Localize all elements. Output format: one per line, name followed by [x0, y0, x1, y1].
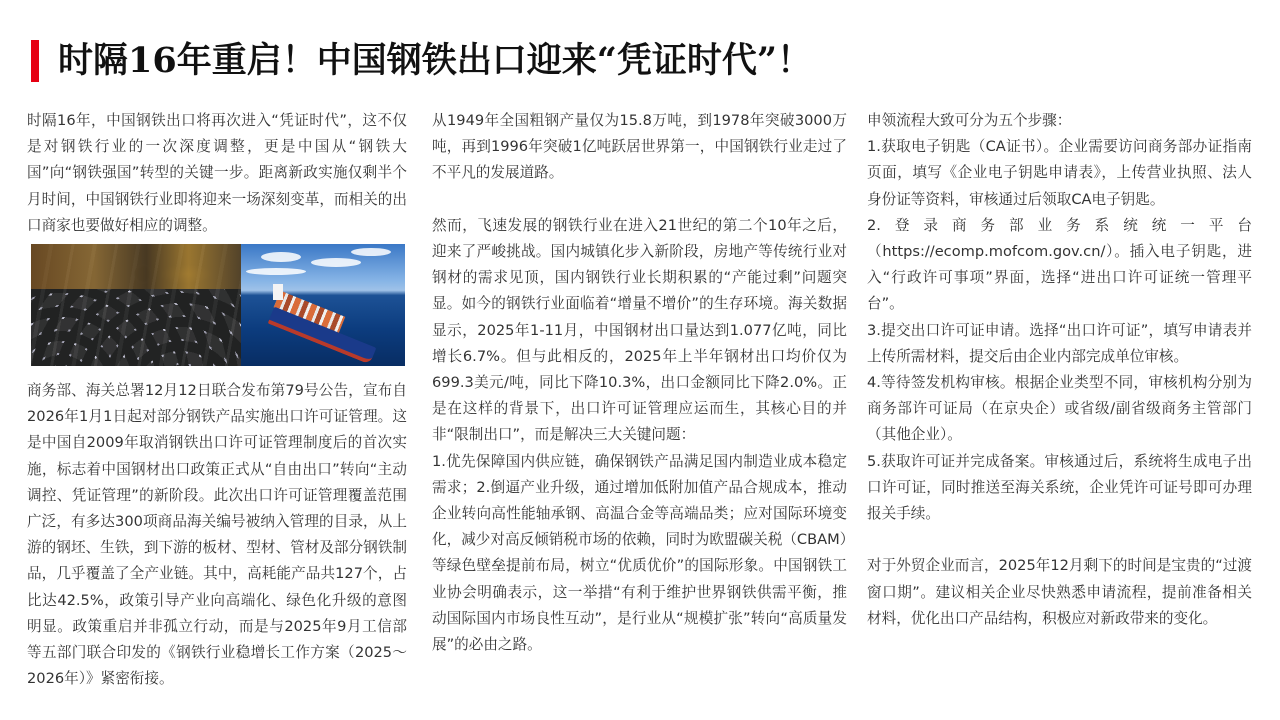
challenge-paragraph: 然而，飞速发展的钢铁行业在进入21世纪的第二个10年之后，迎来了严峻挑战。国内城镇化步入新阶段，房地产等传统行业对钢材的需求见顶，国内钢铁行业长期积累的“产能过剩”问题突显。如今的钢铁行业面临着“增量不增价”的生存环境。海关数据显示，2025年1-11月，中国钢材出口量达到1.077亿吨，同比增长6.7%。但与此相反的，2025年上半年钢材出口均价仅为699.3美元/吨，同比下降10.3%，出口金额同比下降2.0%。正是在这样的背景下，出口许可证管理应运而生，其核心目的并非“限制出口”，而是解决三大关键问题： [432, 216, 847, 444]
history-paragraph: 从1949年全国粗钢产量仅为15.8万吨，到1978年突破3000万吨，再到1996年突破1亿吨跃居世界第一，中国钢铁行业走过了不平凡的发展道路。 [432, 112, 847, 182]
ship-bridge [273, 284, 283, 300]
article-column-3 [867, 108, 1252, 632]
intro-paragraph: 时隔16年，中国钢铁出口将再次进入“凭证时代”，这不仅是对钢铁行业的一次深度调整，更是中国从“钢铁大国”向“钢铁强国”转型的关键一步。距离新政实施仅剩半个月时间，中国钢铁行业即将迎来一场深刻变革，而相关的出口商家也要做好相应的调整。 [27, 112, 407, 234]
step-2: 2.登录商务部业务系统统一平台（https://ecomp.mofcom.gov.cn/）。插入电子钥匙，进入“行政许可事项”界面，选择“进出口许可证统一管理平台”。 [867, 216, 1252, 313]
cloud-shape [351, 248, 391, 256]
cloud-shape [311, 258, 361, 267]
step-3: 3.提交出口许可证申请。选择“出口许可证”，填写申请表并上传所需材料，提交后由企业内部完成单位审核。 [867, 321, 1252, 365]
step-1: 1.获取电子钥匙（CA证书）。企业需要访问商务部办证指南页面，填写《企业电子钥匙申请表》，上传营业执照、法人身份证等资料，审核通过后领取CA电子钥匙。 [867, 138, 1252, 208]
closing-paragraph: 对于外贸企业而言，2025年12月剩下的时间是宝贵的“过渡窗口期”。建议相关企业尽快熟悉申请流程，提前准备相关材料，优化出口产品结构，积极应对新政带来的变化。 [867, 557, 1252, 627]
step-4: 4.等待签发机构审核。根据企业类型不同，审核机构分别为商务部许可证局（在京央企）或省级/副省级商务主管部门（其他企业）。 [867, 374, 1252, 444]
cloud-shape [246, 268, 306, 275]
article-image-strip [31, 244, 405, 366]
title-accent-bar [31, 40, 39, 82]
container-ship-photo [241, 244, 405, 366]
cloud-shape [261, 252, 301, 262]
process-intro: 申领流程大致可分为五个步骤： [867, 112, 1072, 129]
key-issues-paragraph: 1.优先保障国内供应链，确保钢铁产品满足国内制造业成本稳定需求；2.倒逼产业升级，通过增加低附加值产品合规成本，推动企业转向高性能轴承钢、高温合金等高端品类；应对国际环境变化，减少对高反倾销税市场的依赖，同时为欧盟碳关税（CBAM）等绿色壁垒提前布局，树立“优质优价”的国际形象。中国钢铁工业协会明确表示，这一举措“有利于维护世界钢铁供需平衡，推动国际国内市场良性互动”，是行业从“规模扩张”转向“高质量发展”的必由之路。 [432, 452, 847, 654]
steel-coils-photo [31, 244, 241, 366]
article-title: 时隔16年重启！中国钢铁出口迎来“凭证时代”！ [58, 40, 812, 81]
article-column-1 [27, 108, 407, 692]
article-column-2 [432, 108, 847, 658]
article-header [31, 38, 812, 84]
announcement-paragraph: 商务部、海关总署12月12日联合发布第79号公告，宣布自2026年1月1日起对部分钢铁产品实施出口许可证管理。这是中国自2009年取消钢铁出口许可证管理制度后的首次实施，标志着中国钢材出口政策正式从“自由出口”转向“主动调控、凭证管理”的新阶段。此次出口许可证管理覆盖范围广泛，有多达300项商品海关编号被纳入管理的目录，从上游的钢坯、生铁，到下游的板材、型材、管材及部分钢铁制品，几乎覆盖了全产业链。其中，高耗能产品共127个，占比达42.5%，政策引导产业向高端化、绿色化升级的意图明显。政策重启并非孤立行动，而是与2025年9月工信部等五部门联合印发的《钢铁行业稳增长工作方案（2025～2026年）》紧密衔接。 [27, 382, 407, 688]
step-5: 5.获取许可证并完成备案。审核通过后，系统将生成电子出口许可证，同时推送至海关系统，企业凭许可证号即可办理报关手续。 [867, 452, 1252, 523]
